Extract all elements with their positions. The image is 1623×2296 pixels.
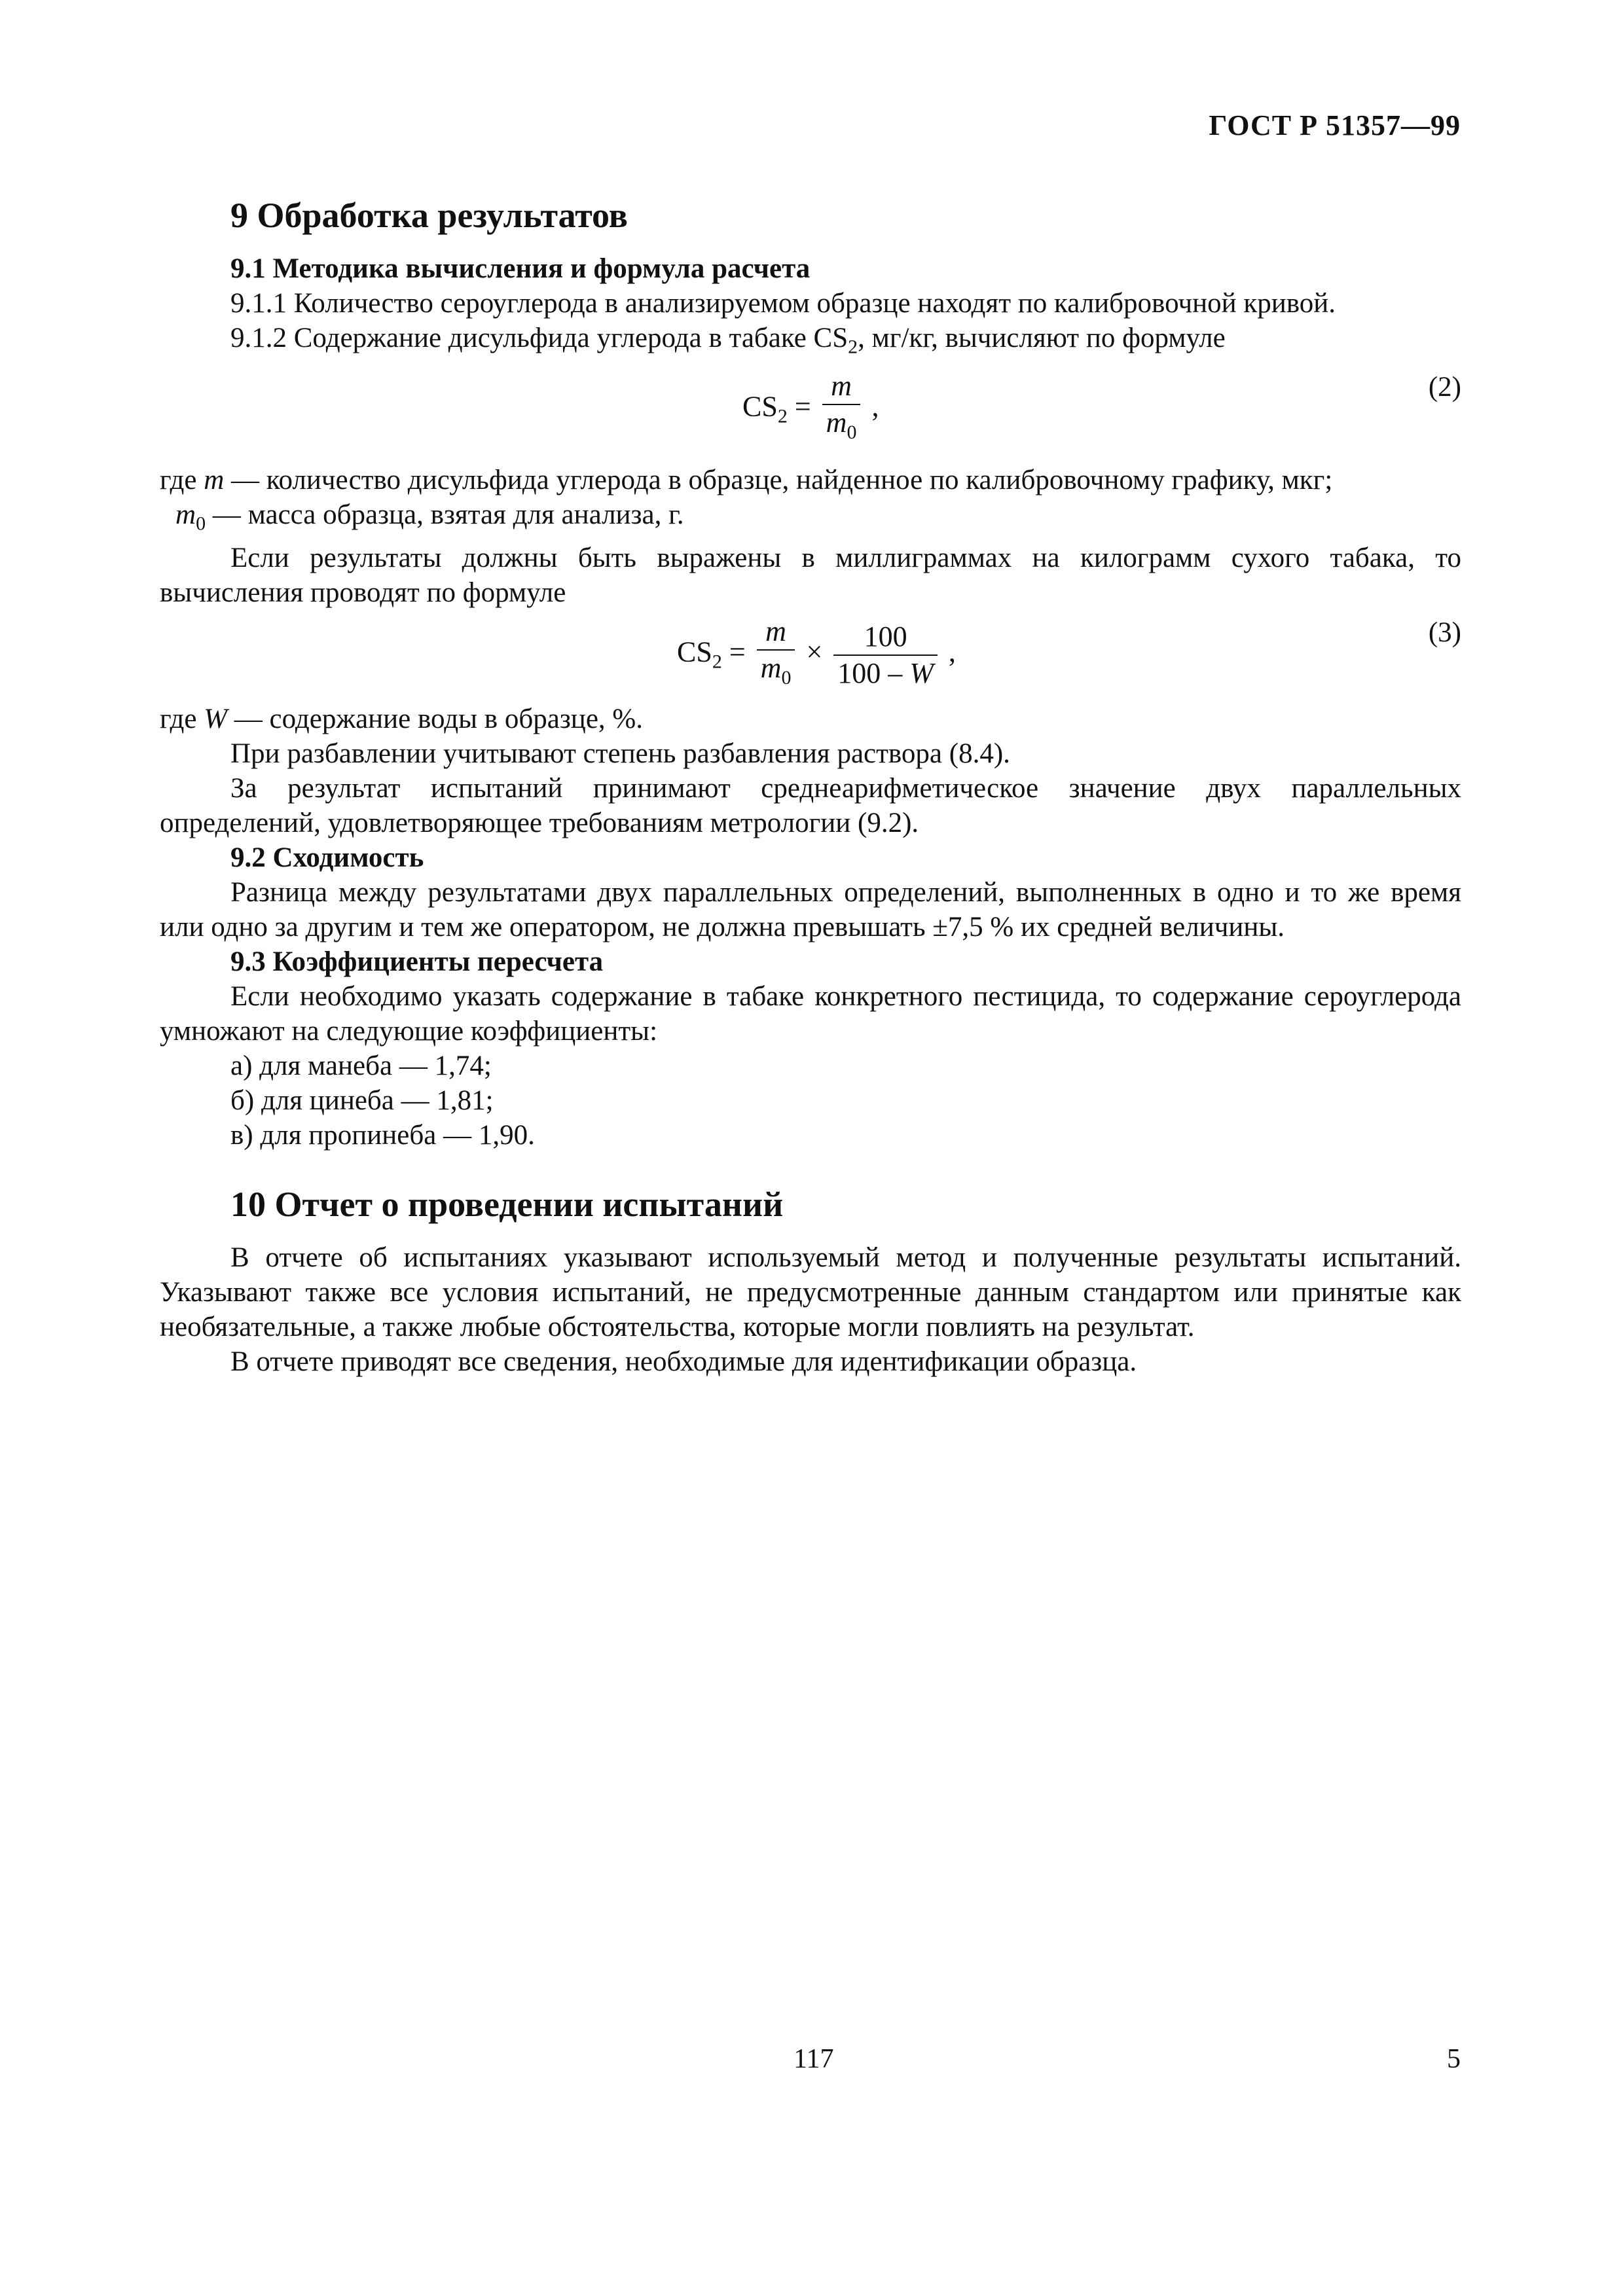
paragraph-result: За результат испытаний принимают среднеарифметическое значение двух параллельных определений, удовлетворяющее требованиям метрологии (9.2). <box>160 773 1461 839</box>
formula-2-number: (2) <box>1428 371 1461 403</box>
paragraph-9-1-2: 9.1.2 Содержание дисульфида углерода в табаке $CS_2$, мг/кг, вычисляют по формуле <box>230 323 1226 358</box>
page-number-right: 5 <box>1447 2044 1461 2074</box>
page-number-center: 117 <box>793 2044 834 2074</box>
paragraph-10-2: В отчете приводят все сведения, необходимые для идентификации образца. <box>230 1346 1137 1378</box>
formula-2-fraction: $\frac{m}{m_0}$ <box>822 368 861 450</box>
paragraph-dry-tobacco: Если результаты должны быть выражены в миллиграммах на килограмм сухого табака, то вычисления проводят по формуле <box>160 543 1461 609</box>
paragraph-10-1: В отчете об испытаниях указывают используемый метод и полученные результаты испытаний. Указывают также все условия испытаний, не предусмотренные данным стандартом или принятые как необязательные, а также любые обстоятельства, которые могли повлиять на результат. <box>160 1242 1461 1343</box>
formula-2-lhs: CS <box>742 390 778 423</box>
where-m: где m — количество дисульфида углерода в образце, найденное по калибровочному графику, мкг; <box>160 464 1333 495</box>
paragraph-dilution: При разбавлении учитывают степень разбавления раствора (8.4). <box>230 738 1010 770</box>
formula-3: $CS_2$ = $\frac{m}{m_0}$ × $\frac{100}{100 - W}$ , (3) <box>160 610 1461 702</box>
formula-3-fraction-1: $\frac{m}{m_0}$ <box>757 614 795 696</box>
section-10-title: 10 Отчет о проведении испытаний <box>230 1185 784 1225</box>
subsection-9-3-title: 9.3 Коэффициенты пересчета <box>230 946 604 978</box>
formula-3-number: (3) <box>1428 617 1461 649</box>
where-m0: $m_0$ — масса образца, взятая для анализа, г. <box>175 499 684 535</box>
list-item-a: а) для манеба — 1,74; <box>230 1050 492 1082</box>
formula-3-fraction-2: $\frac{100}{100 - W}$ <box>833 619 938 691</box>
formula-2: $CS_2$ = $\frac{m}{m_0}$ , (2) <box>160 365 1461 463</box>
list-item-b: б) для цинеба — 1,81; <box>230 1085 494 1117</box>
document-code: ГОСТ Р 51357—99 <box>1209 109 1461 141</box>
document-body <box>160 187 1461 1379</box>
subsection-9-1-title: 9.1 Методика вычисления и формула расчета <box>230 253 811 284</box>
where-w: где W — содержание воды в образце, %. <box>160 704 643 735</box>
section-9-title: 9 Обработка результатов <box>230 196 628 235</box>
paragraph-9-1-1: 9.1.1 Количество сероуглерода в анализируемом образце находят по калибровочной кривой. <box>230 288 1336 319</box>
list-item-c: в) для пропинеба — 1,90. <box>230 1120 535 1151</box>
subsection-9-2-title: 9.2 Сходимость <box>230 842 424 874</box>
paragraph-9-3: Если необходимо указать содержание в табаке конкретного пестицида, то содержание сероуглерода умножают на следующие коэффициенты: <box>160 981 1461 1047</box>
paragraph-9-2: Разница между результатами двух параллельных определений, выполненных в одно и то же время или одно за другим и тем же оператором, не должна превышать ±7,5 % их средней величины. <box>160 877 1461 943</box>
formula-3-lhs: CS <box>677 636 712 668</box>
